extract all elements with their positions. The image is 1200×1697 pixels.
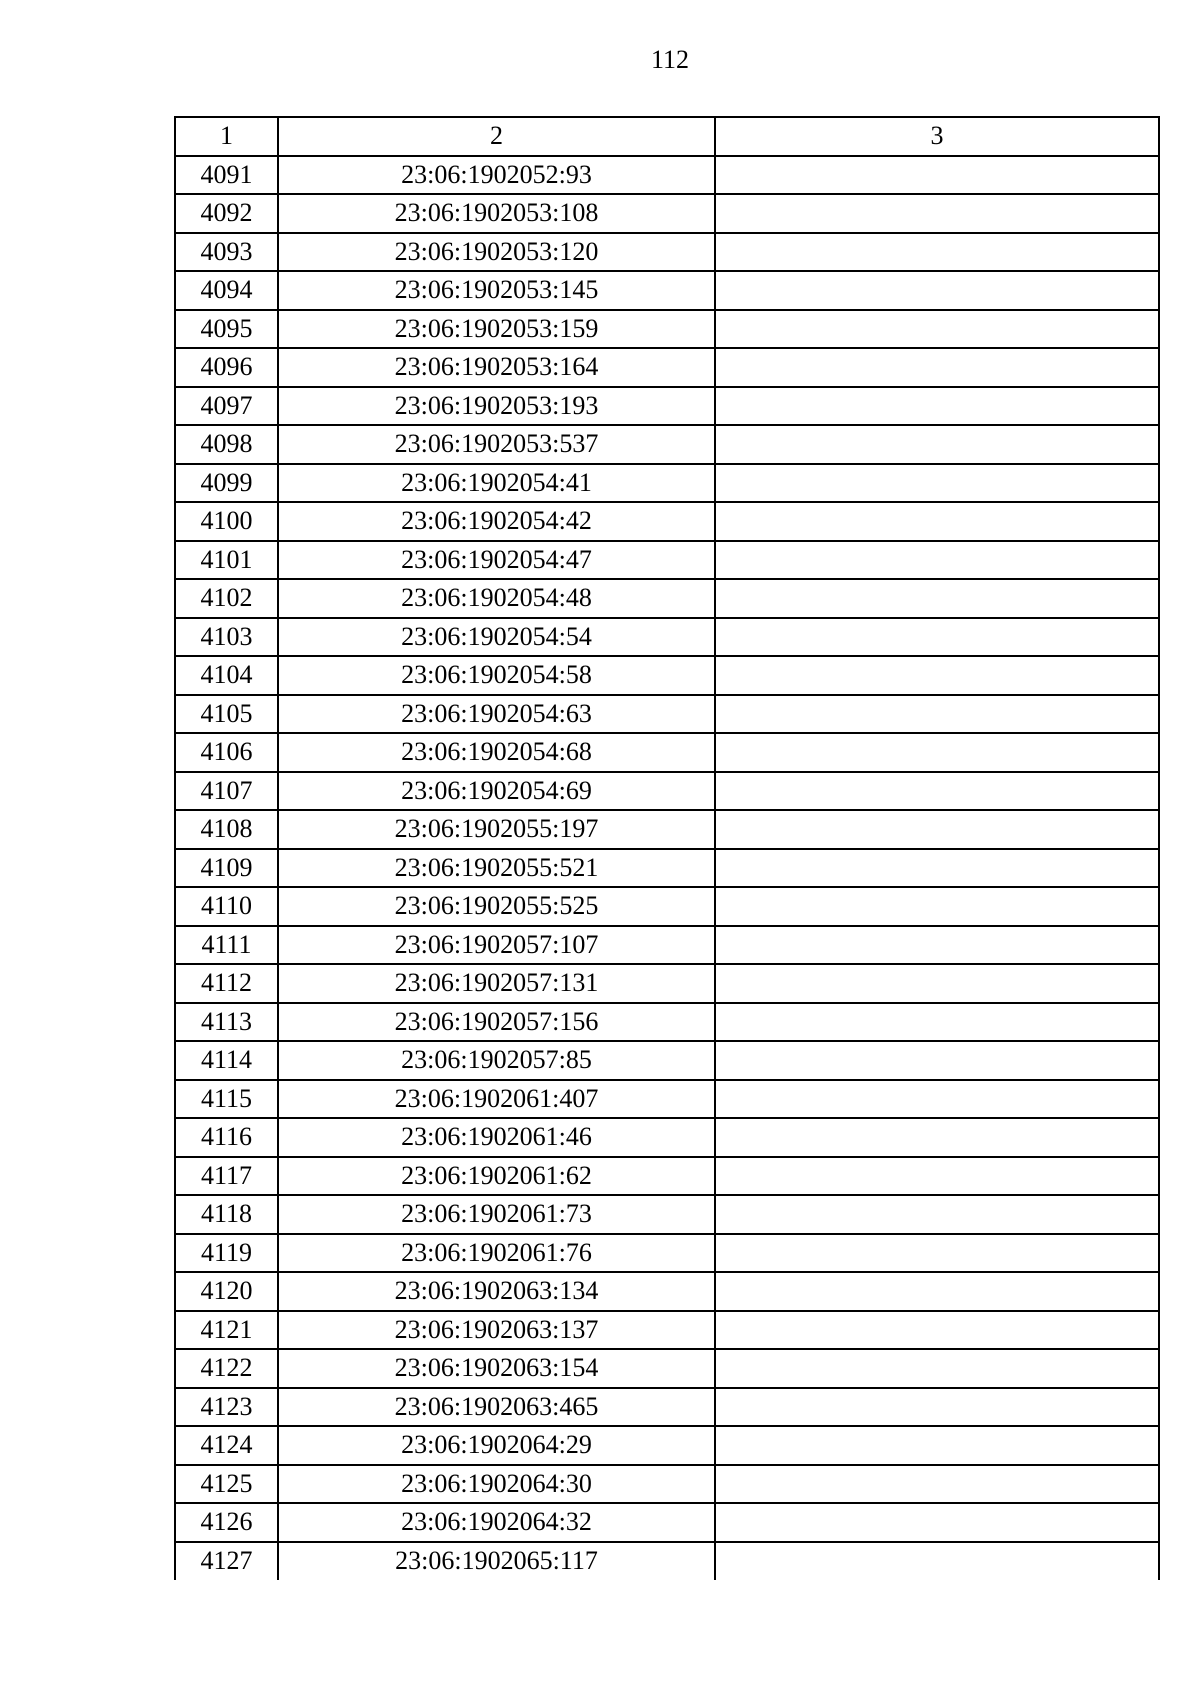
register-table [174, 116, 1160, 1580]
cadastral-number-cell: 23:06:1902063:465 [278, 1388, 715, 1427]
table-row [175, 1311, 1159, 1350]
table-row [175, 425, 1159, 464]
cadastral-number-cell: 23:06:1902053:108 [278, 194, 715, 233]
notes-cell [715, 695, 1159, 734]
cadastral-number-cell: 23:06:1902065:117 [278, 1542, 715, 1581]
cadastral-number-cell: 23:06:1902053:120 [278, 233, 715, 272]
cadastral-number-cell: 23:06:1902054:47 [278, 541, 715, 580]
table-row [175, 1465, 1159, 1504]
notes-cell [715, 425, 1159, 464]
notes-cell [715, 1311, 1159, 1350]
row-number-cell: 4123 [175, 1388, 278, 1427]
table-row [175, 926, 1159, 965]
cadastral-number-cell: 23:06:1902064:32 [278, 1503, 715, 1542]
row-number-cell: 4093 [175, 233, 278, 272]
cadastral-number-cell: 23:06:1902055:197 [278, 810, 715, 849]
notes-cell [715, 926, 1159, 965]
row-number-cell: 4113 [175, 1003, 278, 1042]
row-number-cell: 4127 [175, 1542, 278, 1581]
cadastral-number-cell: 23:06:1902053:193 [278, 387, 715, 426]
cadastral-number-cell: 23:06:1902053:145 [278, 271, 715, 310]
table-row [175, 1157, 1159, 1196]
notes-cell [715, 1118, 1159, 1157]
cadastral-number-cell: 23:06:1902063:134 [278, 1272, 715, 1311]
notes-cell [715, 887, 1159, 926]
row-number-cell: 4126 [175, 1503, 278, 1542]
table-row [175, 964, 1159, 1003]
cadastral-number-cell: 23:06:1902057:156 [278, 1003, 715, 1042]
cadastral-number-cell: 23:06:1902061:62 [278, 1157, 715, 1196]
table-row [175, 1234, 1159, 1273]
notes-cell [715, 348, 1159, 387]
table-row [175, 1349, 1159, 1388]
notes-cell [715, 1503, 1159, 1542]
row-number-cell: 4121 [175, 1311, 278, 1350]
row-number-cell: 4100 [175, 502, 278, 541]
row-number-cell: 4091 [175, 156, 278, 195]
table-row [175, 1118, 1159, 1157]
notes-cell [715, 1388, 1159, 1427]
row-number-cell: 4107 [175, 772, 278, 811]
table-row [175, 695, 1159, 734]
column-header-3: 3 [715, 117, 1159, 156]
row-number-cell: 4109 [175, 849, 278, 888]
notes-cell [715, 1195, 1159, 1234]
row-number-cell: 4096 [175, 348, 278, 387]
row-number-cell: 4095 [175, 310, 278, 349]
table-row [175, 733, 1159, 772]
table-row [175, 310, 1159, 349]
column-header-2: 2 [278, 117, 715, 156]
row-number-cell: 4092 [175, 194, 278, 233]
table-row [175, 810, 1159, 849]
notes-cell [715, 541, 1159, 580]
table-row [175, 502, 1159, 541]
row-number-cell: 4094 [175, 271, 278, 310]
notes-cell [715, 656, 1159, 695]
table-row [175, 1080, 1159, 1119]
cadastral-number-cell: 23:06:1902053:159 [278, 310, 715, 349]
notes-cell [715, 156, 1159, 195]
cadastral-number-cell: 23:06:1902053:164 [278, 348, 715, 387]
column-header-1: 1 [175, 117, 278, 156]
table-row [175, 541, 1159, 580]
row-number-cell: 4099 [175, 464, 278, 503]
row-number-cell: 4120 [175, 1272, 278, 1311]
page-number: 112 [650, 45, 690, 74]
cadastral-number-cell: 23:06:1902063:154 [278, 1349, 715, 1388]
cadastral-number-cell: 23:06:1902064:30 [278, 1465, 715, 1504]
cadastral-number-cell: 23:06:1902064:29 [278, 1426, 715, 1465]
table-row [175, 656, 1159, 695]
row-number-cell: 4102 [175, 579, 278, 618]
row-number-cell: 4106 [175, 733, 278, 772]
cadastral-number-cell: 23:06:1902061:46 [278, 1118, 715, 1157]
table-row [175, 387, 1159, 426]
table-row [175, 1388, 1159, 1427]
table-row [175, 1542, 1159, 1581]
notes-cell [715, 233, 1159, 272]
cadastral-number-cell: 23:06:1902061:73 [278, 1195, 715, 1234]
notes-cell [715, 310, 1159, 349]
row-number-cell: 4111 [175, 926, 278, 965]
notes-cell [715, 849, 1159, 888]
register-table-body [175, 117, 1159, 1580]
row-number-cell: 4103 [175, 618, 278, 657]
row-number-cell: 4122 [175, 1349, 278, 1388]
row-number-cell: 4124 [175, 1426, 278, 1465]
row-number-cell: 4098 [175, 425, 278, 464]
table-row [175, 849, 1159, 888]
notes-cell [715, 464, 1159, 503]
notes-cell [715, 1349, 1159, 1388]
cadastral-number-cell: 23:06:1902057:85 [278, 1041, 715, 1080]
table-row [175, 194, 1159, 233]
row-number-cell: 4112 [175, 964, 278, 1003]
table-row [175, 618, 1159, 657]
notes-cell [715, 387, 1159, 426]
notes-cell [715, 772, 1159, 811]
notes-cell [715, 1542, 1159, 1581]
row-number-cell: 4110 [175, 887, 278, 926]
row-number-cell: 4116 [175, 1118, 278, 1157]
cadastral-number-cell: 23:06:1902057:131 [278, 964, 715, 1003]
cadastral-number-cell: 23:06:1902054:69 [278, 772, 715, 811]
notes-cell [715, 1272, 1159, 1311]
notes-cell [715, 271, 1159, 310]
notes-cell [715, 733, 1159, 772]
row-number-cell: 4114 [175, 1041, 278, 1080]
table-row [175, 464, 1159, 503]
notes-cell [715, 502, 1159, 541]
cadastral-number-cell: 23:06:1902055:521 [278, 849, 715, 888]
row-number-cell: 4115 [175, 1080, 278, 1119]
notes-cell [715, 1426, 1159, 1465]
notes-cell [715, 1465, 1159, 1504]
cadastral-number-cell: 23:06:1902057:107 [278, 926, 715, 965]
table-header-row [175, 117, 1159, 156]
row-number-cell: 4097 [175, 387, 278, 426]
notes-cell [715, 579, 1159, 618]
row-number-cell: 4119 [175, 1234, 278, 1273]
row-number-cell: 4104 [175, 656, 278, 695]
notes-cell [715, 964, 1159, 1003]
table-row [175, 1041, 1159, 1080]
cadastral-number-cell: 23:06:1902053:537 [278, 425, 715, 464]
cadastral-number-cell: 23:06:1902054:63 [278, 695, 715, 734]
table-row [175, 233, 1159, 272]
notes-cell [715, 618, 1159, 657]
table-row [175, 271, 1159, 310]
cadastral-number-cell: 23:06:1902052:93 [278, 156, 715, 195]
table-row [175, 1003, 1159, 1042]
cadastral-number-cell: 23:06:1902063:137 [278, 1311, 715, 1350]
table-row [175, 156, 1159, 195]
row-number-cell: 4125 [175, 1465, 278, 1504]
cadastral-number-cell: 23:06:1902054:48 [278, 579, 715, 618]
cadastral-number-cell: 23:06:1902061:407 [278, 1080, 715, 1119]
cadastral-number-cell: 23:06:1902055:525 [278, 887, 715, 926]
notes-cell [715, 1080, 1159, 1119]
table-row [175, 1503, 1159, 1542]
row-number-cell: 4117 [175, 1157, 278, 1196]
table-row [175, 1272, 1159, 1311]
table-row [175, 579, 1159, 618]
table-row [175, 1195, 1159, 1234]
cadastral-number-cell: 23:06:1902054:68 [278, 733, 715, 772]
notes-cell [715, 1041, 1159, 1080]
row-number-cell: 4101 [175, 541, 278, 580]
table-row [175, 887, 1159, 926]
notes-cell [715, 1003, 1159, 1042]
cadastral-number-cell: 23:06:1902054:41 [278, 464, 715, 503]
notes-cell [715, 810, 1159, 849]
row-number-cell: 4108 [175, 810, 278, 849]
cadastral-number-cell: 23:06:1902061:76 [278, 1234, 715, 1273]
table-row [175, 772, 1159, 811]
cadastral-number-cell: 23:06:1902054:58 [278, 656, 715, 695]
row-number-cell: 4118 [175, 1195, 278, 1234]
row-number-cell: 4105 [175, 695, 278, 734]
cadastral-number-cell: 23:06:1902054:54 [278, 618, 715, 657]
notes-cell [715, 1234, 1159, 1273]
notes-cell [715, 194, 1159, 233]
cadastral-number-cell: 23:06:1902054:42 [278, 502, 715, 541]
notes-cell [715, 1157, 1159, 1196]
table-row [175, 348, 1159, 387]
table-row [175, 1426, 1159, 1465]
